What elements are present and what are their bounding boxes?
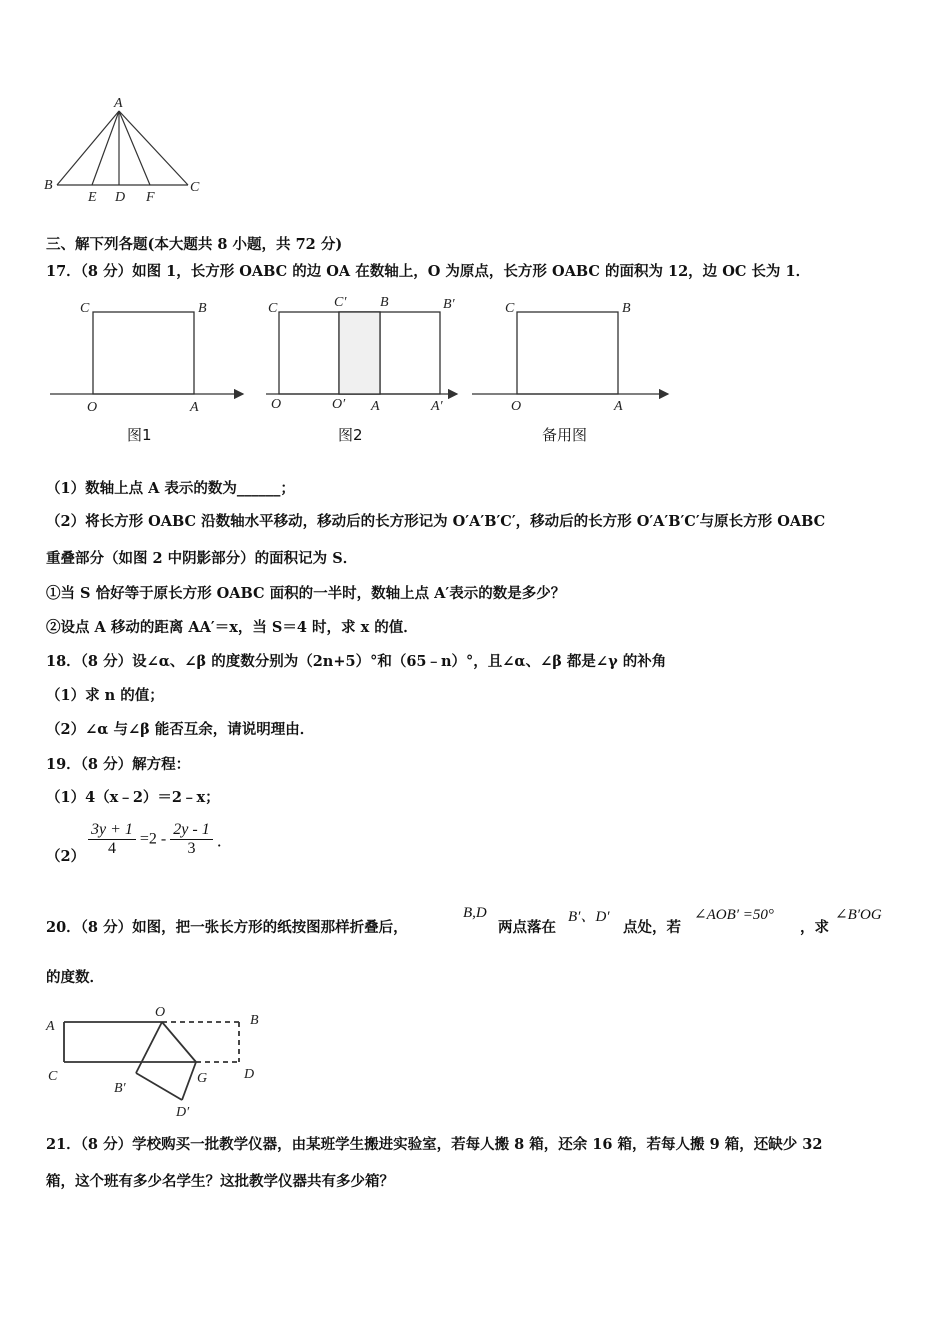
fig3-B: B — [622, 301, 631, 316]
fig2-Ap: A′ — [431, 399, 443, 414]
q20-text-1: 20．（8 分）如图，把一张长方形的纸按图那样折叠后， — [46, 919, 408, 936]
fig3-caption: 备用图 — [542, 426, 588, 444]
q20-label-G: G — [197, 1071, 208, 1086]
fig2-Bp: B′ — [443, 297, 455, 312]
q19-equation — [88, 821, 233, 858]
q17-stem: 17．（8 分）如图 1，长方形 OABC 的边 OA 在数轴上，O 为原点，长方形 OABC 的面积为 12，边 OC 长为 1． — [46, 263, 811, 280]
fig1-caption: 图1 — [127, 426, 152, 444]
fig3-A: A — [614, 399, 623, 414]
q20-text-3: 点处，若 — [623, 919, 681, 936]
q20-math-angle2: ∠B′OG — [835, 907, 882, 923]
label-A: A — [114, 96, 123, 111]
fig2-C: C — [268, 301, 278, 316]
fig1-A: A — [190, 400, 199, 415]
label-F: F — [146, 190, 155, 205]
q20-text-line2: 的度数． — [46, 969, 104, 986]
q21-line1: 21．（8 分）学校购买一批教学仪器，由某班学生搬进实验室，若每人搬 8 箱，还余 16 箱，若每人搬 9 箱，还缺少 32 — [46, 1136, 823, 1153]
q20-label-D: D — [244, 1067, 255, 1082]
q17-part1: （1）数轴上点 A 表示的数为______； — [46, 480, 295, 497]
label-B: B — [44, 178, 53, 193]
q19-part1: （1）4（x﹣2）＝2﹣x； — [46, 789, 220, 806]
q17-case2: ②设点 A 移动的距离 AA′＝x，当 S＝4 时，求 x 的值． — [46, 619, 418, 636]
q20-math-BD: B,D — [463, 905, 487, 921]
fig2-O: O — [271, 397, 282, 412]
fig2-Op: O′ — [332, 397, 346, 412]
q17-part2-line1: （2）将长方形 OABC 沿数轴水平移动，移动后的长方形记为 O′A′B′C′，移动后的长方形 O′A′B′C′与原长方形 OABC — [46, 513, 826, 530]
fraction-1-denominator: 4 — [107, 840, 116, 857]
fraction-1-numerator: 3y + 1 — [88, 821, 136, 840]
equation-end: ． — [216, 833, 233, 850]
q20-label-Dp: D′ — [176, 1105, 190, 1120]
fig1-B: B — [198, 301, 207, 316]
fig1-C: C — [80, 301, 90, 316]
fig2-caption: 图2 — [338, 426, 363, 444]
equation-middle: =2 - — [139, 830, 167, 848]
triangle-figure — [40, 95, 205, 207]
q20-label-B: B — [250, 1013, 259, 1028]
fraction-2-numerator: 2y - 1 — [170, 821, 212, 840]
label-E: E — [88, 190, 97, 205]
q18-stem: 18．（8 分）设∠α、∠β 的度数分别为（2n+5）°和（65﹣n）°，且∠α、∠β 都是∠γ 的补角 — [46, 653, 667, 670]
fig2-B: B — [380, 295, 389, 310]
q20-label-A: A — [46, 1019, 55, 1034]
q20-label-Bp: B′ — [114, 1081, 126, 1096]
section-heading: 三、解下列各题(本大题共 8 小题，共 72 分) — [46, 236, 343, 253]
q20-math-BpDp: B′、D′ — [568, 909, 610, 925]
q20-figure — [40, 1000, 280, 1122]
q21-line2: 箱，这个班有多少名学生？这批教学仪器共有多少箱？ — [46, 1173, 394, 1190]
q20-text-4: ，求 — [800, 919, 829, 936]
fig3-C: C — [505, 301, 515, 316]
fraction-2 — [170, 821, 212, 858]
q18-part2: （2）∠α 与∠β 能否互余，请说明理由． — [46, 721, 315, 738]
q19-part2-label: （2） — [46, 848, 86, 865]
q20-label-O: O — [155, 1005, 166, 1020]
q20-label-C: C — [48, 1069, 58, 1084]
q20-text-2: 两点落在 — [498, 919, 556, 936]
label-C: C — [190, 180, 200, 195]
q18-part1: （1）求 n 的值； — [46, 687, 164, 704]
q17-case1: ①当 S 恰好等于原长方形 OABC 面积的一半时，数轴上点 A′表示的数是多少？ — [46, 585, 566, 602]
q17-part2-line2: 重叠部分（如图 2 中阴影部分）的面积记为 S． — [46, 550, 358, 567]
fig2-A: A — [371, 399, 380, 414]
label-D: D — [115, 190, 126, 205]
fig1-O: O — [87, 400, 98, 415]
fig2-Cp: C′ — [334, 295, 347, 310]
fraction-1 — [88, 821, 136, 858]
fraction-2-denominator: 3 — [187, 840, 196, 857]
q20-math-angle1: ∠AOB′ =50° — [694, 907, 774, 923]
q19-stem: 19．（8 分）解方程： — [46, 756, 191, 773]
fig3-O: O — [511, 399, 522, 414]
